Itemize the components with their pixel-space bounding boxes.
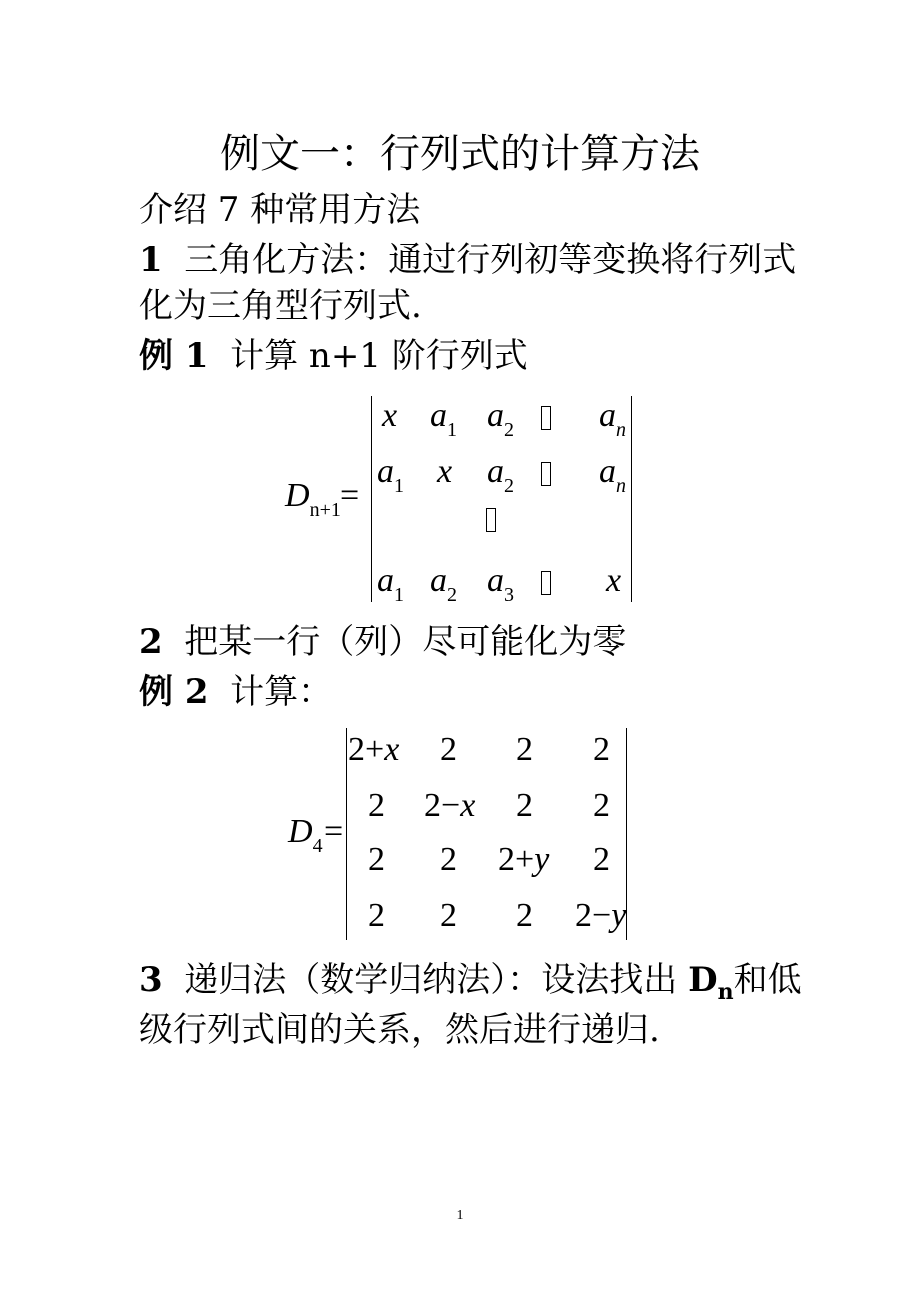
- det2-entry: 2: [516, 897, 533, 934]
- det2-entry: 2: [440, 897, 457, 934]
- det2-entry: 2: [593, 731, 610, 768]
- det1-right-bar: [631, 396, 632, 602]
- page-title: 例文一：行列式的计算方法: [220, 131, 700, 177]
- method-2-line: [139, 620, 626, 664]
- det2-entry: 2: [516, 787, 533, 824]
- det1-entry: $a_2$: [487, 453, 514, 497]
- method-3-text-a2: 和低: [733, 960, 802, 1000]
- det2-entry: 2: [368, 841, 385, 878]
- det2-entry: 2: [368, 897, 385, 934]
- det2-entry: 2−y: [575, 897, 627, 934]
- det2-entry: 2: [440, 841, 457, 878]
- det2-entry: 2: [440, 731, 457, 768]
- method-3-dn: $D_n$: [688, 960, 734, 1005]
- det1-entry: [541, 396, 551, 436]
- method-1-number: 1: [139, 240, 163, 280]
- example-1-label: 例 1: [139, 336, 209, 376]
- method-3-line-2: 级行列式间的关系，然后进行递归.: [139, 1010, 660, 1050]
- page-number: 1: [456, 1208, 464, 1223]
- example-2-line: [139, 670, 332, 714]
- det1-entry: $a_1$: [430, 397, 457, 441]
- det2-entry: 2: [368, 787, 385, 824]
- det2-entry: 2: [516, 731, 533, 768]
- det2-entry: 2: [593, 787, 610, 824]
- det1-entry: [486, 498, 496, 538]
- method-2-text: 把某一行（列）尽可能化为零: [184, 622, 627, 662]
- det1-left-bar: [371, 396, 372, 602]
- det2-equals: =: [324, 813, 344, 850]
- det2-left-bar: [346, 728, 347, 940]
- method-2-number: 2: [139, 622, 163, 662]
- det1-equals: =: [340, 477, 360, 514]
- example-2-label: 例 2: [139, 672, 209, 712]
- det1-entry: [541, 452, 551, 492]
- det1-entry: $a_1$: [377, 453, 404, 497]
- det1-entry: x: [382, 397, 398, 434]
- det1-entry: $a_n$: [599, 453, 626, 497]
- example-1-text: 计算 n+1 阶行列式: [230, 336, 528, 376]
- placeholder-glyph-icon: [541, 462, 551, 486]
- method-3-text-a: 递归法（数学归纳法）：设法找出: [184, 960, 678, 1000]
- example-2-text: 计算：: [230, 672, 333, 712]
- det1-entry: $a_2$: [430, 562, 457, 606]
- method-3-line-1: [139, 958, 802, 1006]
- method-1-line-2: 化为三角型行列式.: [139, 286, 422, 326]
- placeholder-glyph-icon: [541, 571, 551, 595]
- method-1-line-1: [139, 238, 796, 282]
- det1-entry: x: [606, 562, 622, 599]
- det1-entry: x: [437, 453, 453, 490]
- placeholder-glyph-icon: [541, 406, 551, 430]
- det1-entry: $a_1$: [377, 562, 404, 606]
- placeholder-glyph-icon: [486, 508, 496, 532]
- det2-entry: 2+x: [348, 731, 400, 768]
- det2-entry: 2: [593, 841, 610, 878]
- example-1-line: [139, 334, 528, 378]
- intro-line: 介绍 7 种常用方法: [139, 190, 421, 230]
- det1-entry: $a_2$: [487, 397, 514, 441]
- det1-entry: $a_n$: [599, 397, 626, 441]
- method-1-text-a: 三角化方法：通过行列初等变换将行列式: [184, 240, 797, 280]
- det1-lhs: $D_{n+1}$: [285, 477, 341, 521]
- det1-entry: $a_3$: [487, 562, 514, 606]
- det2-entry: 2−x: [424, 787, 476, 824]
- det2-lhs: $D_4$: [288, 813, 323, 857]
- det2-entry: 2+y: [498, 841, 550, 878]
- det1-entry: [541, 561, 551, 601]
- method-3-number: 3: [139, 960, 163, 1000]
